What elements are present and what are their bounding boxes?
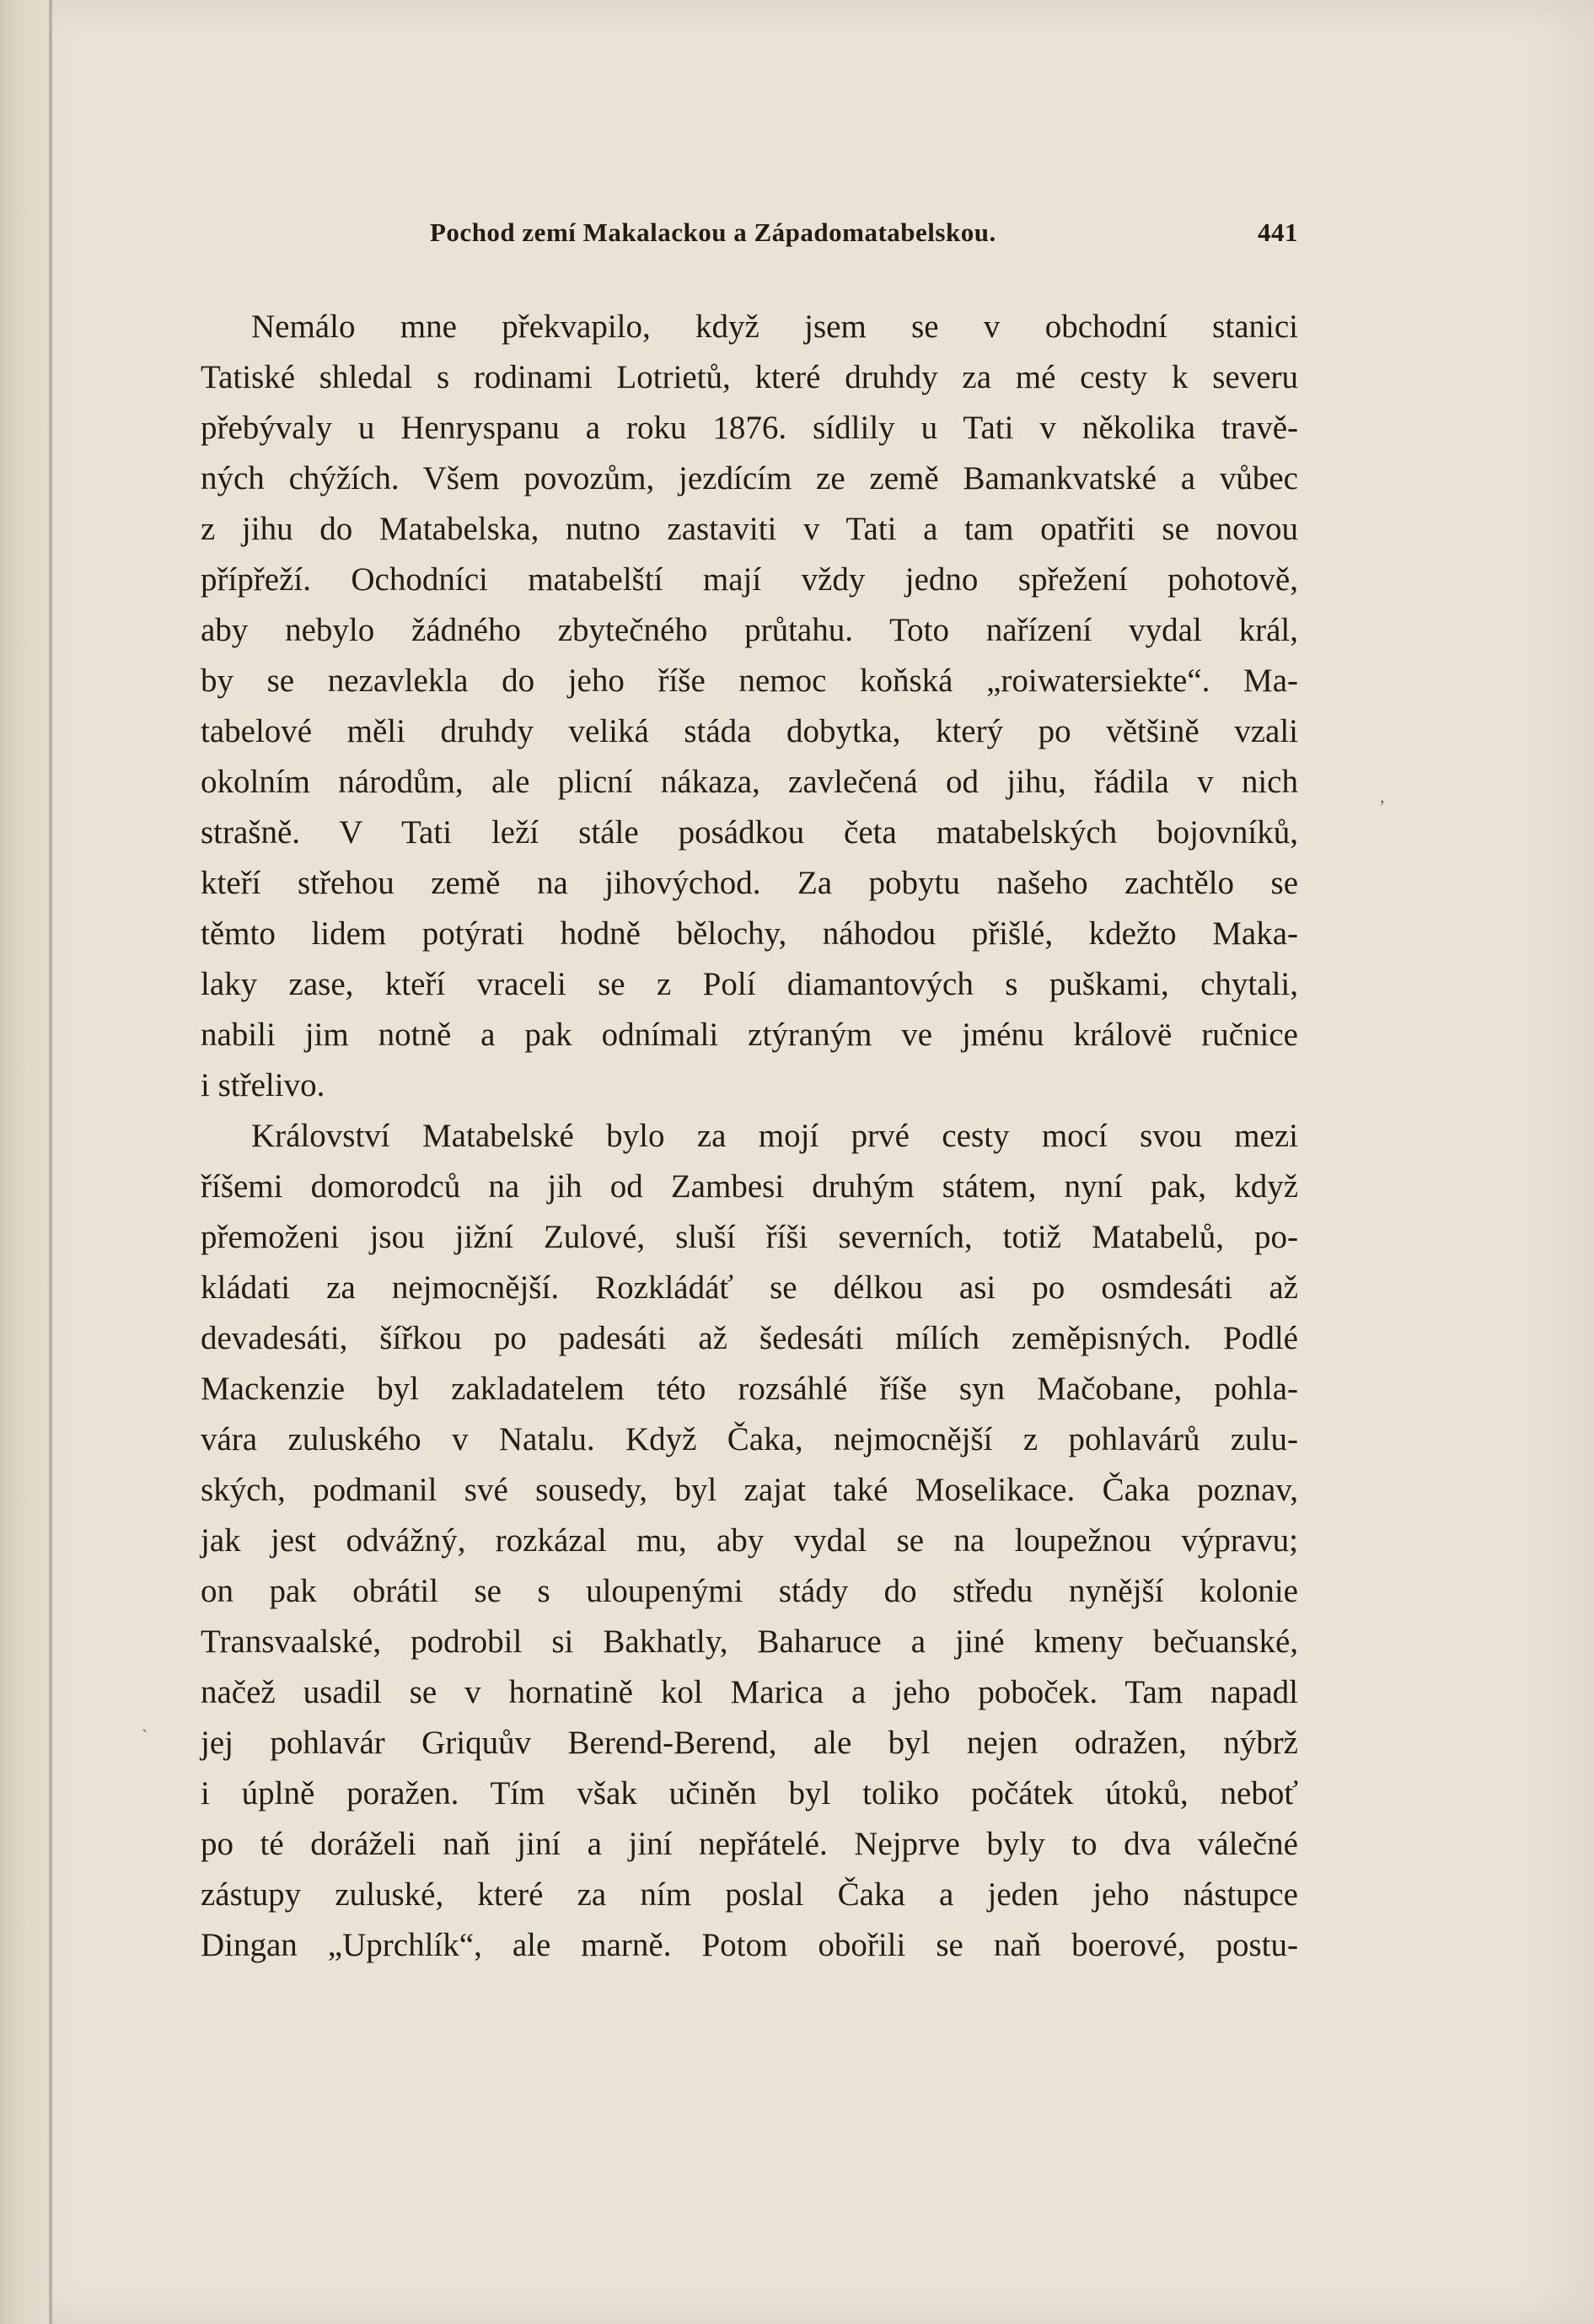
text-line: ných chýžích. Všem povozům, jezdícím ze země Bamankvatské a vůbec — [201, 460, 1298, 496]
body-text — [201, 302, 1298, 1971]
margin-speck: ˏ — [142, 1711, 148, 1732]
text-line: Království Matabelské bylo za mojí prvé cesty mocí svou mezi — [251, 1118, 1298, 1154]
text-line: Nemálo mne překvapilo, když jsem se v obchodní stanici — [251, 309, 1298, 345]
text-line: jej pohlavár Griquův Berend-Berend, ale byl nejen odražen, nýbrž — [201, 1725, 1298, 1761]
margin-speck: ‚ — [1379, 786, 1386, 807]
text-line: by se nezavlekla do jeho říše nemoc koňská „roiwatersiekte“. Ma- — [201, 663, 1298, 699]
text-line: přemoženi jsou jižní Zulové, sluší říši severních, totiž Matabelů, po- — [201, 1219, 1298, 1255]
text-line: strašně. V Tati leží stále posádkou četa matabelských bojovníků, — [201, 814, 1298, 851]
text-line: i střelivo. — [201, 1067, 325, 1103]
text-line: on pak obrátil se s uloupenými stády do středu nynější kolonie — [201, 1573, 1298, 1609]
running-title: Pochod zemí Makalackou a Západomatabelskou. — [430, 217, 996, 247]
text-line: po té doráželi naň jiní a jiní nepřátelé. Nejprve byly to dva válečné — [201, 1826, 1298, 1862]
text-line: Transvaalské, podrobil si Bakhatly, Baharuce a jiné kmeny bečuanské, — [201, 1624, 1298, 1660]
text-line: zástupy zuluské, které za ním poslal Čaka a jeden jeho nástupce — [201, 1876, 1298, 1913]
binding-edge — [0, 0, 52, 2324]
text-line: Tatiské shledal s rodinami Lotrietů, které druhdy za mé cesty k severu — [201, 359, 1298, 395]
text-line: přípřeží. Ochodníci matabelští mají vždy jedno spřežení pohotově, — [201, 561, 1298, 598]
text-line: nabili jim notně a pak odnímali ztýraným ve jménu královë ručnice — [201, 1017, 1298, 1053]
text-line: těmto lidem potýrati hodně bělochy, náhodou přišlé, kdežto Maka- — [201, 915, 1298, 952]
text-line: kládati za nejmocnější. Rozkládáť se délkou asi po osmdesáti až — [201, 1269, 1298, 1306]
text-line: laky zase, kteří vraceli se z Polí diamantových s puškami, chytali, — [201, 966, 1298, 1002]
text-line: vára zuluského v Natalu. Když Čaka, nejmocnější z pohlavárů zulu- — [201, 1421, 1298, 1457]
text-line: i úplně poražen. Tím však učiněn byl toliko počátek útoků, neboť — [201, 1775, 1298, 1811]
text-line: Mackenzie byl zakladatelem této rozsáhlé říše syn Mačobane, pohla- — [201, 1371, 1298, 1407]
text-line: načež usadil se v hornatině kol Marica a jeho poboček. Tam napadl — [201, 1674, 1298, 1710]
text-line: ských, podmanil své sousedy, byl zajat také Moselikace. Čaka poznav, — [201, 1472, 1298, 1508]
text-line: kteří střehou země na jihovýchod. Za pobytu našeho zachtělo se — [201, 865, 1298, 901]
text-line: říšemi domorodců na jih od Zambesi druhým státem, nyní pak, když — [201, 1168, 1298, 1205]
binding-line — [49, 0, 52, 2324]
text-line: okolním národům, ale plicní nákaza, zavlečená od jihu, řádila v nich — [201, 764, 1298, 800]
text-line: devadesáti, šířkou po padesáti až šedesáti mílích zeměpisných. Podlé — [201, 1320, 1298, 1356]
text-line: přebývaly u Henryspanu a roku 1876. sídlily u Tati v několika travě- — [201, 410, 1298, 446]
text-line: Dingan „Uprchlík“, ale marně. Potom obořili se naň boerové, postu- — [201, 1927, 1298, 1963]
text-line: aby nebylo žádného zbytečného průtahu. Toto nařízení vydal král, — [201, 612, 1298, 648]
text-line: tabelové měli druhdy veliká stáda dobytka, který po většině vzali — [201, 713, 1298, 749]
page-number: 441 — [1258, 217, 1298, 247]
text-line: z jihu do Matabelska, nutno zastaviti v Tati a tam opatřiti se novou — [201, 511, 1298, 547]
text-line: jak jest odvážný, rozkázal mu, aby vydal se na loupežnou výpravu; — [201, 1522, 1298, 1559]
